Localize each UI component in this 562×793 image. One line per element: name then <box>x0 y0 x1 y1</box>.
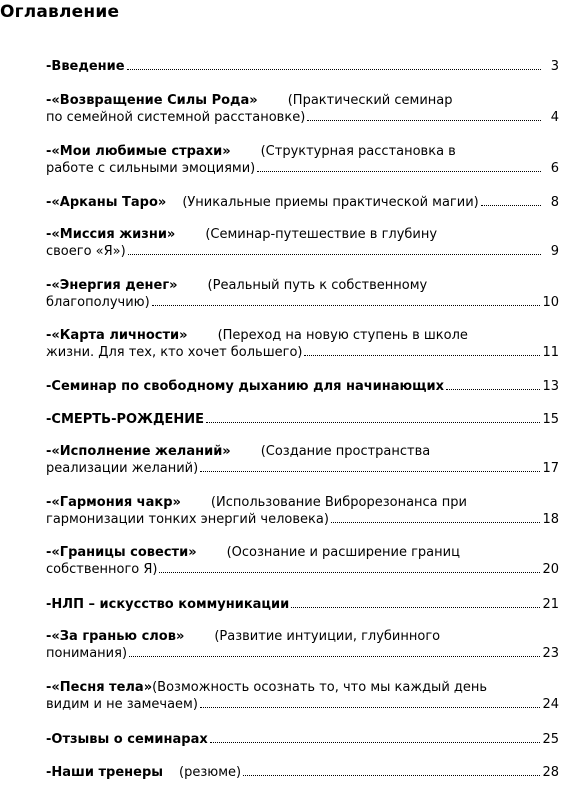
page-title: Оглавление <box>0 2 120 22</box>
toc-entry-smert-rozhdenie[interactable] <box>46 411 562 427</box>
page-number[interactable]: 4 <box>550 110 559 125</box>
entry-prefix: - <box>46 732 52 747</box>
entry-title[interactable]: «Миссия жизни» <box>51 227 176 242</box>
entry-description: (Создание пространства <box>260 444 431 459</box>
entry-description-cont: жизни. Для тех, кто хочет большего) <box>46 345 303 360</box>
page-number[interactable]: 8 <box>550 195 559 210</box>
page-number[interactable]: 20 <box>542 562 559 577</box>
dot-leader <box>129 645 540 657</box>
entry-prefix: - <box>46 227 52 242</box>
toc-entry-nlp[interactable] <box>46 596 562 612</box>
entry-title[interactable]: Отзывы о семинарах <box>51 732 208 747</box>
entry-description: (Уникальные приемы практической магии) <box>182 195 479 210</box>
page-number[interactable]: 17 <box>542 461 559 476</box>
dot-leader <box>307 109 541 121</box>
dot-leader <box>446 378 540 390</box>
entry-prefix: - <box>46 93 52 108</box>
entry-description: (Возможность осознать то, что мы каждый день <box>152 680 488 695</box>
entry-description: (резюме) <box>179 765 242 780</box>
toc-entry-karta-lichnosti[interactable] <box>46 328 562 360</box>
page-number[interactable]: 15 <box>542 412 559 427</box>
dot-leader <box>331 511 541 523</box>
entry-prefix: - <box>46 144 52 159</box>
page-number[interactable]: 11 <box>542 345 559 360</box>
entry-prefix: - <box>46 597 52 612</box>
toc-entry-granicy-sovesti[interactable] <box>46 545 562 577</box>
toc-entry-za-granyu-slov[interactable] <box>46 629 562 661</box>
page-number[interactable]: 13 <box>542 379 559 394</box>
toc-entry-strahi[interactable] <box>46 144 562 176</box>
dot-leader <box>304 344 540 356</box>
entry-description-cont: гармонизации тонких энергий человека) <box>46 512 329 527</box>
entry-description: (Структурная расстановка в <box>260 144 456 159</box>
page-number[interactable]: 9 <box>550 244 559 259</box>
entry-title[interactable]: Введение <box>51 59 125 74</box>
entry-title[interactable]: «Арканы Таро» <box>51 195 167 210</box>
toc-entry-garmoniya-chakr[interactable] <box>46 495 562 527</box>
entry-prefix: - <box>46 629 52 644</box>
entry-prefix: - <box>46 195 52 210</box>
entry-title[interactable]: «Песня тела» <box>51 680 153 695</box>
entry-prefix: - <box>46 680 52 695</box>
entry-prefix: - <box>46 379 52 394</box>
dot-leader <box>200 696 541 708</box>
toc-entry-ispolnenie-zhelaniy[interactable] <box>46 444 562 476</box>
entry-title[interactable]: «За гранью слов» <box>51 629 185 644</box>
dot-leader <box>200 460 540 472</box>
page-number[interactable]: 21 <box>542 597 559 612</box>
dot-leader <box>257 160 541 172</box>
dot-leader <box>206 411 540 423</box>
entry-description-cont: работе с сильными эмоциями) <box>46 161 256 176</box>
toc-entry-sila-roda[interactable] <box>46 93 562 125</box>
entry-description-cont: своего «Я») <box>46 244 126 259</box>
entry-title[interactable]: Семинар по свободному дыханию для начинающих <box>51 379 445 394</box>
entry-prefix: - <box>46 328 52 343</box>
page-number[interactable]: 3 <box>550 59 559 74</box>
page-number[interactable]: 18 <box>542 512 559 527</box>
page-number[interactable]: 28 <box>542 765 559 780</box>
dot-leader <box>128 243 541 255</box>
entry-title[interactable]: СМЕРТЬ-РОЖДЕНИЕ <box>51 412 205 427</box>
toc-entry-otzyvy[interactable] <box>46 731 562 747</box>
dot-leader <box>152 294 541 306</box>
dot-leader <box>159 561 540 573</box>
entry-description: (Использование Виброрезонанса при <box>210 495 467 510</box>
entry-title[interactable]: «Исполнение желаний» <box>51 444 231 459</box>
entry-prefix: - <box>46 765 52 780</box>
entry-title[interactable]: «Возвращение Силы Рода» <box>51 93 258 108</box>
entry-title[interactable]: «Мои любимые страхи» <box>51 144 231 159</box>
entry-description-cont: собственного Я) <box>46 562 158 577</box>
entry-prefix: - <box>46 59 52 74</box>
page-number[interactable]: 10 <box>542 295 559 310</box>
entry-description-cont: понимания) <box>46 646 128 661</box>
entry-prefix: - <box>46 412 52 427</box>
entry-description-cont: благополучию) <box>46 295 150 310</box>
toc-entry-vvedenie[interactable] <box>46 58 562 74</box>
toc-entry-missiya-zhizni[interactable] <box>46 227 562 259</box>
entry-description: (Практический семинар <box>287 93 453 108</box>
entry-title[interactable]: «Энергия денег» <box>51 278 178 293</box>
entry-prefix: - <box>46 545 52 560</box>
entry-description: (Реальный путь к собственному <box>207 278 428 293</box>
entry-description: (Развитие интуиции, глубинного <box>214 629 441 644</box>
toc-entry-pesnya-tela[interactable] <box>46 680 562 712</box>
entry-prefix: - <box>46 495 52 510</box>
entry-title[interactable]: Наши тренеры <box>51 765 164 780</box>
dot-leader <box>481 194 541 206</box>
entry-title[interactable]: НЛП – искусство коммуникации <box>51 597 290 612</box>
entry-description: (Переход на новую ступень в школе <box>217 328 468 343</box>
toc-entry-arkany-taro[interactable] <box>46 194 562 210</box>
dot-leader <box>210 731 541 743</box>
dot-leader <box>243 764 540 776</box>
toc-entry-energiya-deneg[interactable] <box>46 278 562 310</box>
dot-leader <box>291 596 540 608</box>
entry-description-cont: реализации желаний) <box>46 461 199 476</box>
page-number[interactable]: 25 <box>542 732 559 747</box>
dot-leader <box>127 58 541 70</box>
entry-prefix: - <box>46 278 52 293</box>
page-number[interactable]: 23 <box>542 646 559 661</box>
entry-title[interactable]: «Границы совести» <box>51 545 197 560</box>
entry-prefix: - <box>46 444 52 459</box>
toc-entry-svobodnoe-dyhanie[interactable] <box>46 378 562 394</box>
entry-description: (Семинар-путешествие в глубину <box>205 227 438 242</box>
toc-entry-nashi-trenery[interactable] <box>46 764 562 780</box>
entry-description-cont: по семейной системной расстановке) <box>46 110 306 125</box>
page-number[interactable]: 24 <box>542 697 559 712</box>
page-number[interactable]: 6 <box>550 161 559 176</box>
entry-description-cont: видим и не замечаем) <box>46 697 198 712</box>
entry-title[interactable]: «Карта личности» <box>51 328 188 343</box>
entry-title[interactable]: «Гармония чакр» <box>51 495 181 510</box>
entry-description: (Осознание и расширение границ <box>226 545 460 560</box>
